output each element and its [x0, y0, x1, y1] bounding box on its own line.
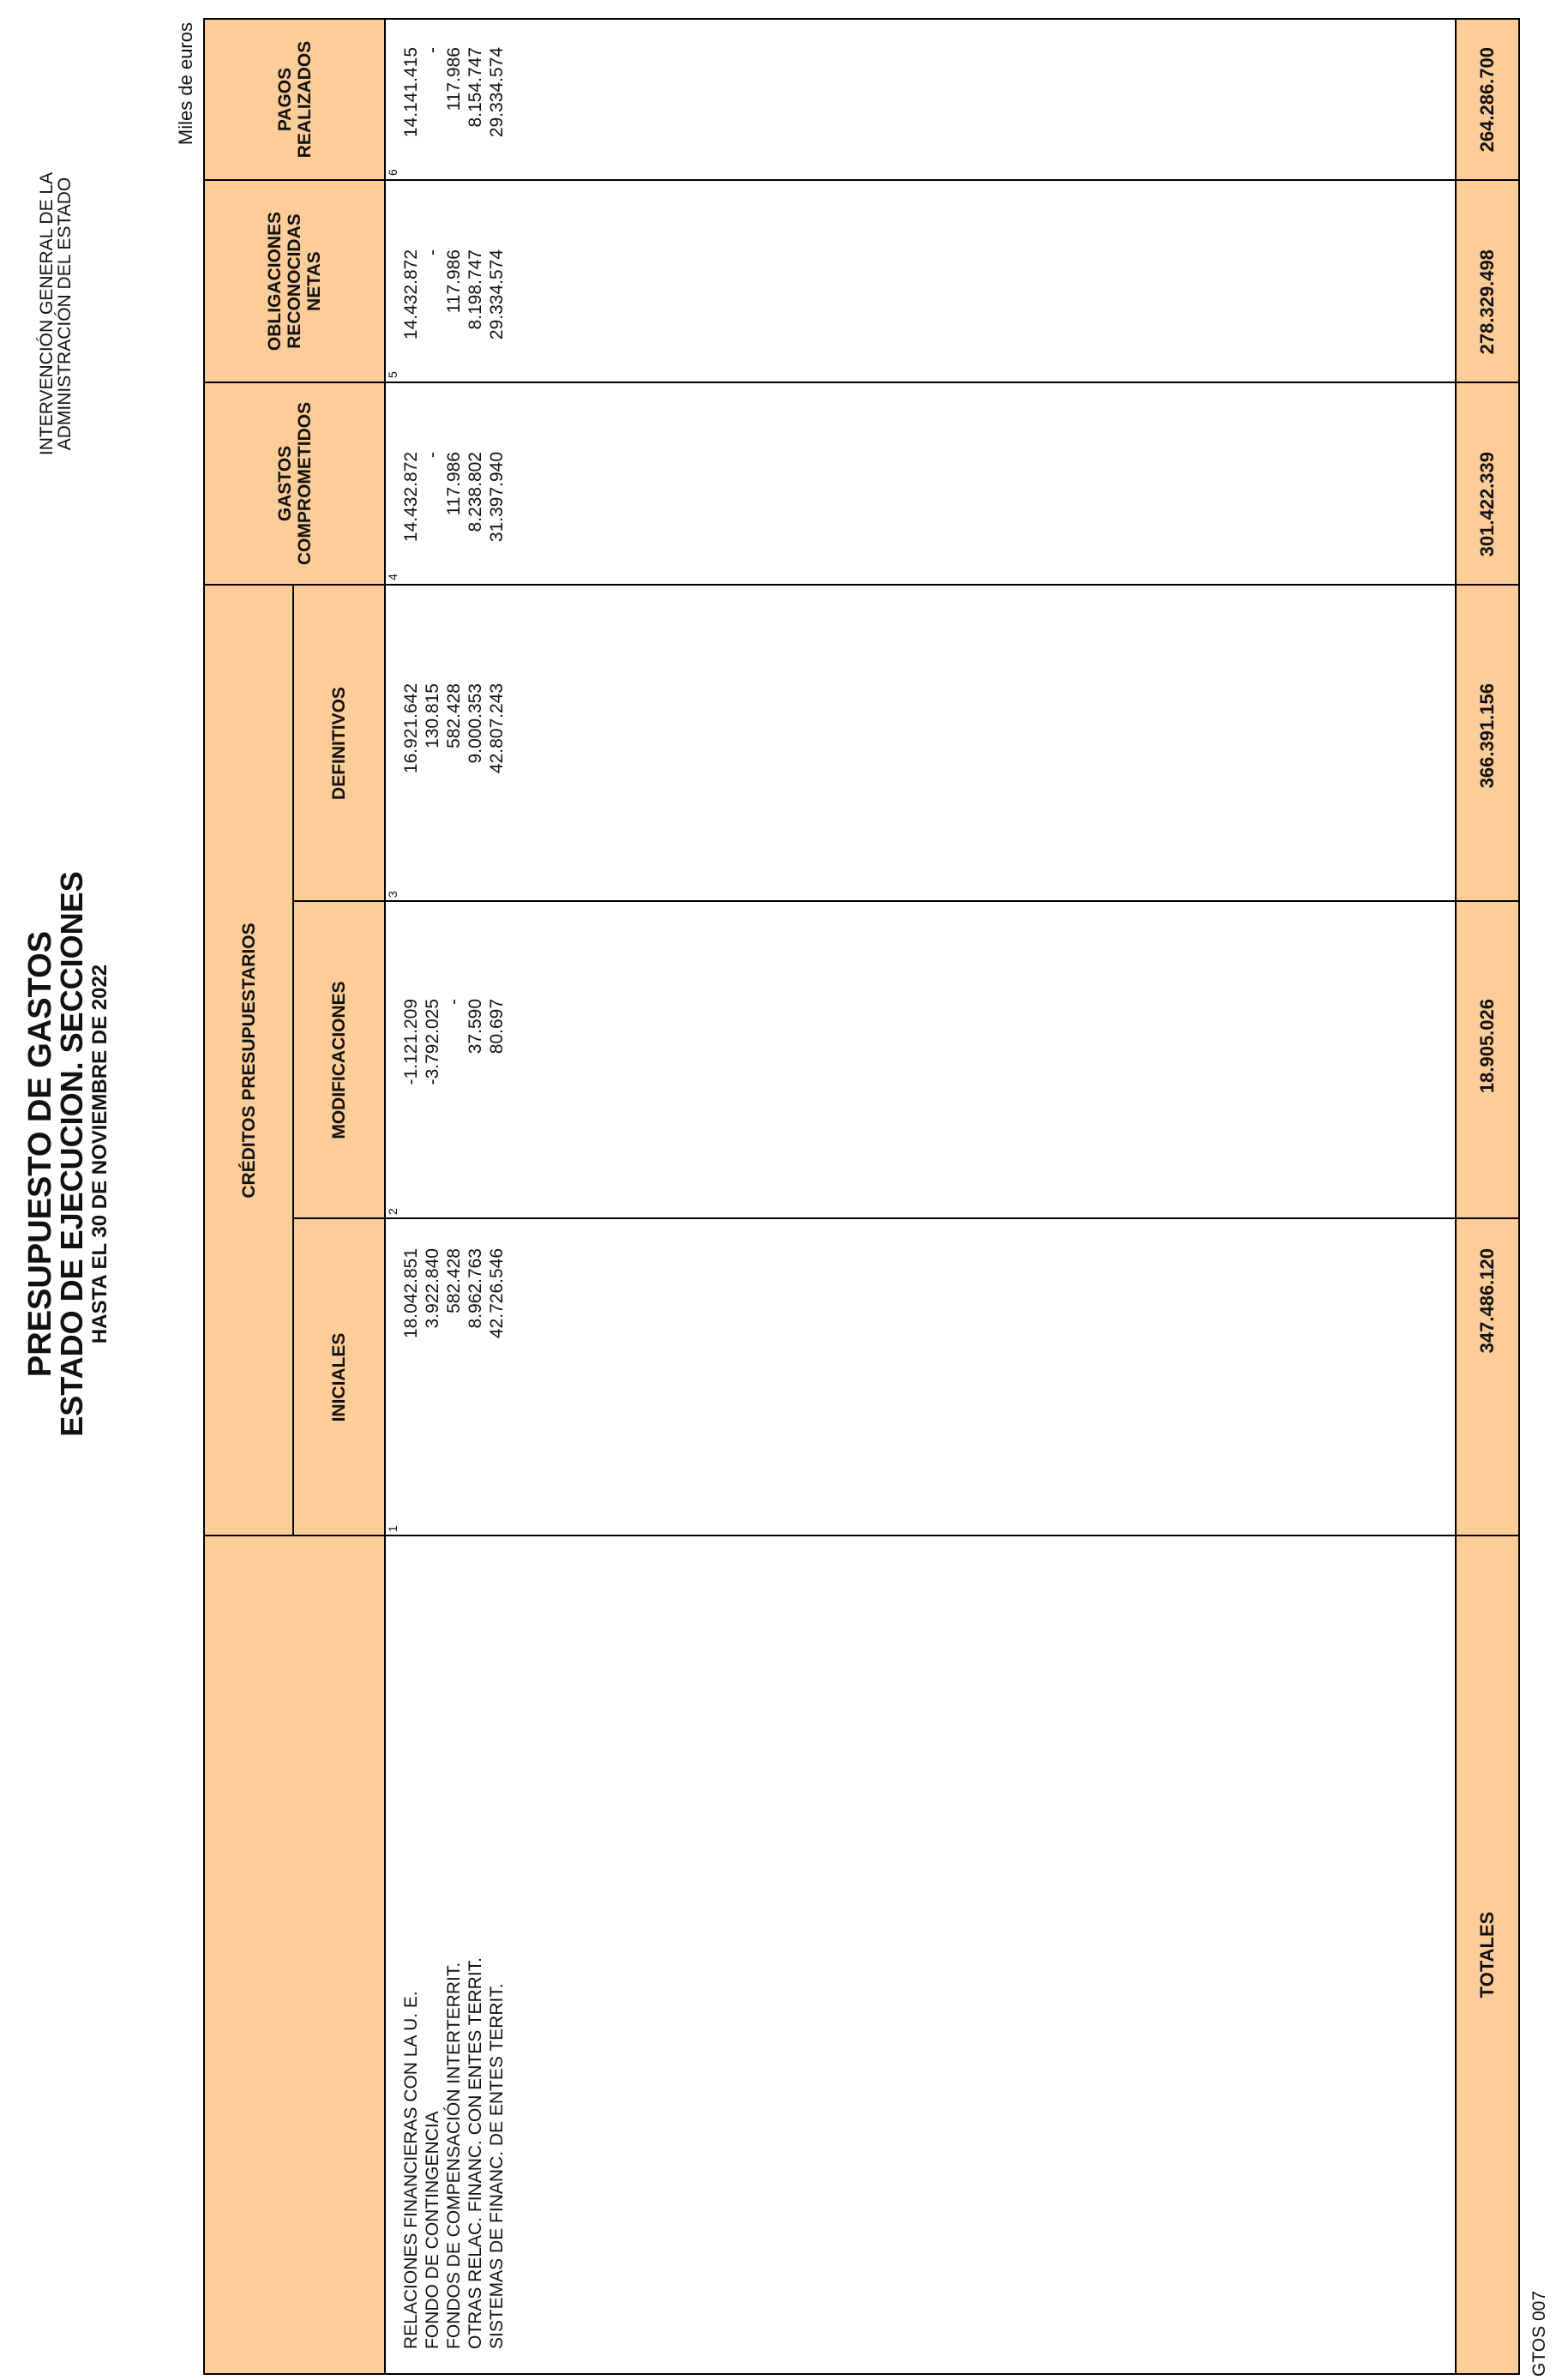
total-value: 366.391.156 — [1475, 683, 1498, 789]
row-name: FONDO DE CONTINGENCIA — [423, 2111, 442, 2349]
cell-value: 8.198.747 — [466, 249, 485, 330]
cell-value: 18.042.851 — [401, 1248, 421, 1339]
col-number-1: 1 — [386, 1525, 400, 1532]
total-value: 347.486.120 — [1475, 1248, 1498, 1354]
organization-name — [38, 112, 74, 515]
col-iniciales-values — [400, 1248, 508, 1536]
col-header-iniciales: INICIALES — [328, 1332, 349, 1422]
cell-value: 14.432.872 — [401, 452, 421, 543]
total-value: 264.286.700 — [1475, 47, 1498, 153]
creditos-group-header: CRÉDITOS PRESUPUESTARIOS — [238, 923, 259, 1199]
cell-value: -1.121.209 — [401, 999, 421, 1085]
row-name: FONDOS DE COMPENSACIÓN INTERTERRIT. — [444, 1962, 464, 2349]
cell-value: 8.154.747 — [466, 47, 485, 128]
cell-value: 37.590 — [466, 999, 485, 1055]
cell-value: - — [423, 249, 442, 255]
col-number-5: 5 — [386, 371, 400, 378]
total-value: 18.905.026 — [1475, 999, 1498, 1094]
col-header-pagos: PAGOS REALIZADOS — [274, 40, 315, 159]
col-header-modificaciones: MODIFICACIONES — [328, 981, 349, 1139]
cell-value: 9.000.353 — [466, 683, 485, 764]
col-header-definitivos: DEFINITIVOS — [328, 687, 349, 800]
cell-value: 3.922.840 — [423, 1248, 442, 1329]
col-number-6: 6 — [386, 169, 400, 176]
section-names — [400, 1543, 508, 2349]
report-subtitle: ESTADO DE EJECUCION. SECCIONES — [54, 871, 89, 1437]
report-title: PRESUPUESTO DE GASTOS — [22, 930, 58, 1378]
row-name: OTRAS RELAC. FINANC. CON ENTES TERRIT. — [466, 1956, 485, 2349]
cell-value: 8.962.763 — [466, 1248, 485, 1329]
row-name: SISTEMAS DE FINANC. DE ENTES TERRIT. — [487, 1983, 507, 2349]
cell-value: 42.726.546 — [487, 1248, 507, 1339]
col-gastos-values — [400, 452, 508, 584]
cell-value: 8.238.802 — [466, 452, 485, 532]
cell-value: - — [444, 999, 464, 1005]
cell-value: 16.921.642 — [401, 683, 421, 774]
cell-value: -3.792.025 — [423, 999, 442, 1085]
total-value: 278.329.498 — [1475, 249, 1498, 355]
cell-value: 117.986 — [444, 249, 464, 314]
cell-value: - — [423, 452, 442, 458]
col-number-4: 4 — [386, 574, 400, 580]
cell-value: - — [423, 47, 442, 53]
organization-line-2: ADMINISTRACIÓN DEL ESTADO — [55, 177, 75, 451]
col-number-2: 2 — [386, 1208, 400, 1215]
col-modificaciones-values — [400, 999, 508, 1218]
row-name: RELACIONES FINANCIERAS CON LA U. E. — [401, 1991, 421, 2349]
cell-value: 130.815 — [423, 683, 442, 748]
col-header-gastos: GASTOS COMPROMETIDOS — [274, 401, 315, 566]
cell-value: 80.697 — [487, 999, 507, 1055]
col-number-3: 3 — [386, 891, 400, 898]
cell-value: 42.807.243 — [487, 683, 507, 774]
col-obligaciones-values — [400, 249, 508, 382]
cell-value: 14.141.415 — [401, 47, 421, 138]
organization-line-1: INTERVENCIÓN GENERAL DE LA — [37, 171, 57, 456]
execution-table — [203, 18, 1520, 2375]
units-label: Miles de euros — [175, 22, 196, 146]
document-code: GTOS 007 — [1529, 2291, 1549, 2377]
total-value: 301.422.339 — [1475, 452, 1498, 557]
cell-value: 582.428 — [444, 683, 464, 748]
col-definitivos-values — [400, 683, 508, 901]
col-header-obligaciones: OBLIGACIONES RECONOCIDAS NETAS — [265, 211, 324, 352]
cell-value: 14.432.872 — [401, 249, 421, 340]
cell-value: 29.334.574 — [487, 47, 507, 138]
col-pagos-values — [400, 47, 508, 179]
cell-value: 117.986 — [444, 452, 464, 516]
report-date: HASTA EL 30 DE NOVIEMBRE DE 2022 — [88, 964, 111, 1344]
cell-value: 117.986 — [444, 47, 464, 111]
cell-value: 29.334.574 — [487, 249, 507, 340]
totals-label: TOTALES — [1476, 1911, 1498, 1998]
cell-value: 31.397.940 — [487, 452, 507, 543]
cell-value: 582.428 — [444, 1248, 464, 1313]
